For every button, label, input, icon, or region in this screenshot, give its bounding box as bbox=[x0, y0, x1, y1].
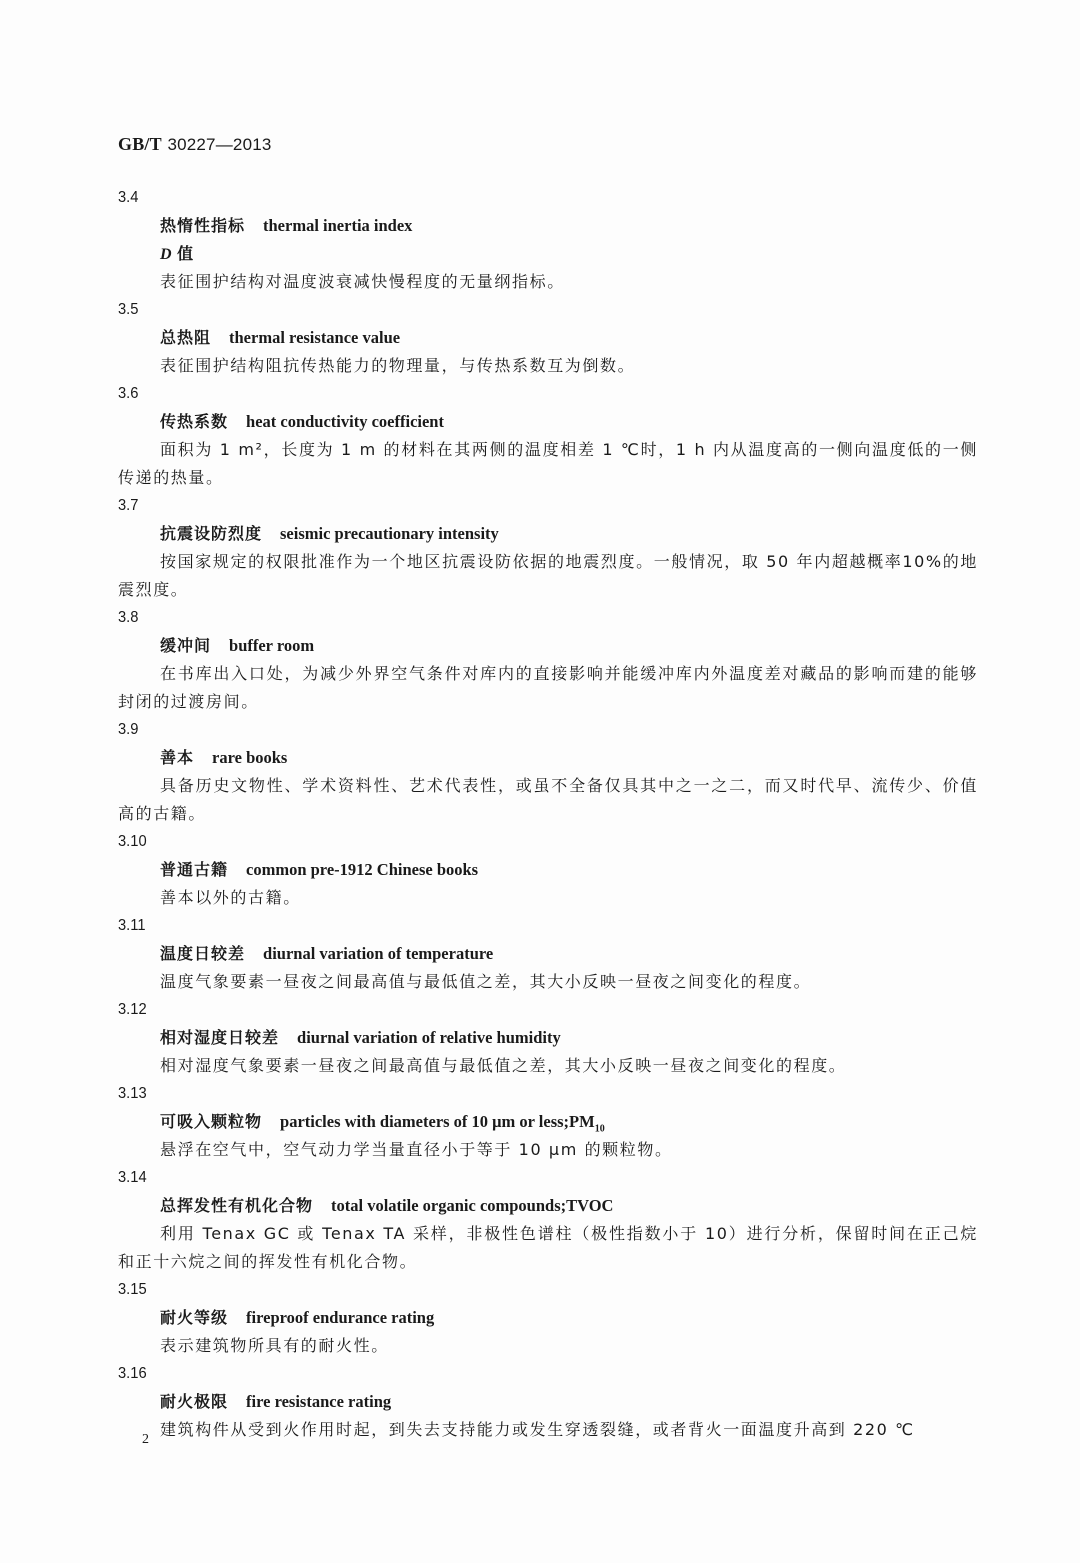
term-definition: 表征围护结构对温度波衰减快慢程度的无量纲指标。 bbox=[160, 272, 565, 291]
terms-section bbox=[118, 184, 978, 1444]
term-entry bbox=[118, 1276, 978, 1360]
term-chinese: 普通古籍 bbox=[160, 860, 229, 879]
term-english: fire resistance rating bbox=[246, 1392, 392, 1411]
clause-number: 3.14 bbox=[118, 1169, 147, 1186]
term-chinese: 耐火等级 bbox=[160, 1308, 229, 1327]
term-entry bbox=[118, 996, 978, 1080]
term-heading bbox=[118, 744, 978, 772]
term-chinese: 温度日较差 bbox=[160, 944, 246, 963]
term-heading bbox=[118, 324, 978, 352]
term-heading bbox=[118, 856, 978, 884]
clause-number: 3.9 bbox=[118, 721, 139, 738]
term-heading bbox=[118, 1388, 978, 1416]
term-entry bbox=[118, 380, 978, 492]
term-definition: 悬浮在空气中，空气动力学当量直径小于等于 10 μm 的颗粒物。 bbox=[160, 1140, 673, 1159]
term-entry bbox=[118, 912, 978, 996]
standard-number: 30227—2013 bbox=[167, 135, 272, 154]
clause-number: 3.13 bbox=[118, 1085, 147, 1102]
term-english: total volatile organic compounds;TVOC bbox=[331, 1196, 614, 1215]
term-entry bbox=[118, 604, 978, 716]
term-chinese: 相对湿度日较差 bbox=[160, 1028, 280, 1047]
term-definition: 在书库出入口处，为减少外界空气条件对库内的直接影响并能缓冲库内外温度差对藏品的影响而建的能够封闭的过渡房间。 bbox=[118, 664, 978, 711]
term-definition: 善本以外的古籍。 bbox=[160, 888, 301, 907]
term-definition: 面积为 1 m²，长度为 1 m 的材料在其两侧的温度相差 1 ℃时，1 h 内从温度高的一侧向温度低的一侧传递的热量。 bbox=[118, 440, 978, 487]
term-english: rare books bbox=[212, 748, 288, 767]
page-number: 2 bbox=[142, 1432, 149, 1447]
term-definition: 表征围护结构阻抗传热能力的物理量，与传热系数互为倒数。 bbox=[160, 356, 636, 375]
term-english: buffer room bbox=[229, 636, 315, 655]
term-chinese: 善本 bbox=[160, 748, 195, 767]
term-english: seismic precautionary intensity bbox=[280, 524, 499, 543]
standard-header bbox=[118, 134, 272, 155]
alias-symbol: D bbox=[160, 246, 172, 263]
standard-prefix: GB/T bbox=[118, 134, 162, 154]
term-chinese: 总挥发性有机化合物 bbox=[160, 1196, 314, 1215]
term-chinese: 抗震设防烈度 bbox=[160, 524, 263, 543]
term-english: diurnal variation of relative humidity bbox=[297, 1028, 561, 1047]
clause-number: 3.6 bbox=[118, 385, 139, 402]
term-english: diurnal variation of temperature bbox=[263, 944, 494, 963]
term-definition: 按国家规定的权限批准作为一个地区抗震设防依据的地震烈度。一般情况，取 50 年内超越概率10%的地震烈度。 bbox=[118, 552, 978, 599]
term-english bbox=[280, 1112, 605, 1135]
term-chinese: 热惰性指标 bbox=[160, 216, 246, 235]
term-definition: 建筑构件从受到火作用时起，到失去支持能力或发生穿透裂缝，或者背火一面温度升高到 220 ℃ bbox=[160, 1420, 915, 1439]
term-heading bbox=[118, 212, 978, 240]
term-entry bbox=[118, 296, 978, 380]
clause-number: 3.11 bbox=[118, 917, 146, 934]
term-entry bbox=[118, 184, 978, 296]
term-heading bbox=[118, 1304, 978, 1332]
term-definition: 温度气象要素一昼夜之间最高值与最低值之差，其大小反映一昼夜之间变化的程度。 bbox=[160, 972, 812, 991]
clause-number: 3.5 bbox=[118, 301, 139, 318]
alias-text: 值 bbox=[171, 244, 194, 263]
clause-number: 3.15 bbox=[118, 1281, 147, 1298]
term-english: common pre-1912 Chinese books bbox=[246, 860, 479, 879]
term-heading bbox=[118, 1024, 978, 1052]
clause-number: 3.8 bbox=[118, 609, 139, 626]
term-english: thermal resistance value bbox=[229, 328, 401, 347]
clause-number: 3.7 bbox=[118, 497, 139, 514]
clause-number: 3.10 bbox=[118, 833, 147, 850]
term-heading bbox=[118, 940, 978, 968]
term-heading bbox=[118, 408, 978, 436]
term-definition: 具备历史文物性、学术资料性、艺术代表性，或虽不全备仅具其中之一之二，而又时代早、流传少、价值高的古籍。 bbox=[118, 776, 978, 823]
term-definition: 表示建筑物所具有的耐火性。 bbox=[160, 1336, 389, 1355]
term-heading bbox=[118, 1192, 978, 1220]
term-entry bbox=[118, 716, 978, 828]
term-chinese: 耐火极限 bbox=[160, 1392, 229, 1411]
term-english-subscript: 10 bbox=[594, 1123, 605, 1135]
term-definition: 利用 Tenax GC 或 Tenax TA 采样，非极性色谱柱（极性指数小于 10）进行分析，保留时间在正己烷和正十六烷之间的挥发性有机化合物。 bbox=[118, 1224, 978, 1271]
term-heading bbox=[118, 1108, 978, 1136]
clause-number: 3.12 bbox=[118, 1001, 147, 1018]
term-entry bbox=[118, 1080, 978, 1164]
term-english-text: particles with diameters of 10 μm or less;PM bbox=[280, 1112, 595, 1131]
term-english: heat conductivity coefficient bbox=[246, 412, 444, 431]
term-entry bbox=[118, 492, 978, 604]
term-heading bbox=[118, 632, 978, 660]
term-definition: 相对湿度气象要素一昼夜之间最高值与最低值之差，其大小反映一昼夜之间变化的程度。 bbox=[160, 1056, 847, 1075]
term-chinese: 传热系数 bbox=[160, 412, 229, 431]
term-chinese: 可吸入颗粒物 bbox=[160, 1112, 263, 1131]
term-entry bbox=[118, 1164, 978, 1276]
clause-number: 3.4 bbox=[118, 189, 139, 206]
term-english: thermal inertia index bbox=[263, 216, 413, 235]
term-chinese: 总热阻 bbox=[160, 328, 212, 347]
term-alias bbox=[118, 240, 978, 268]
term-english: fireproof endurance rating bbox=[246, 1308, 435, 1327]
term-heading bbox=[118, 520, 978, 548]
term-entry bbox=[118, 1360, 978, 1444]
clause-number: 3.16 bbox=[118, 1365, 147, 1382]
term-entry bbox=[118, 828, 978, 912]
term-chinese: 缓冲间 bbox=[160, 636, 212, 655]
